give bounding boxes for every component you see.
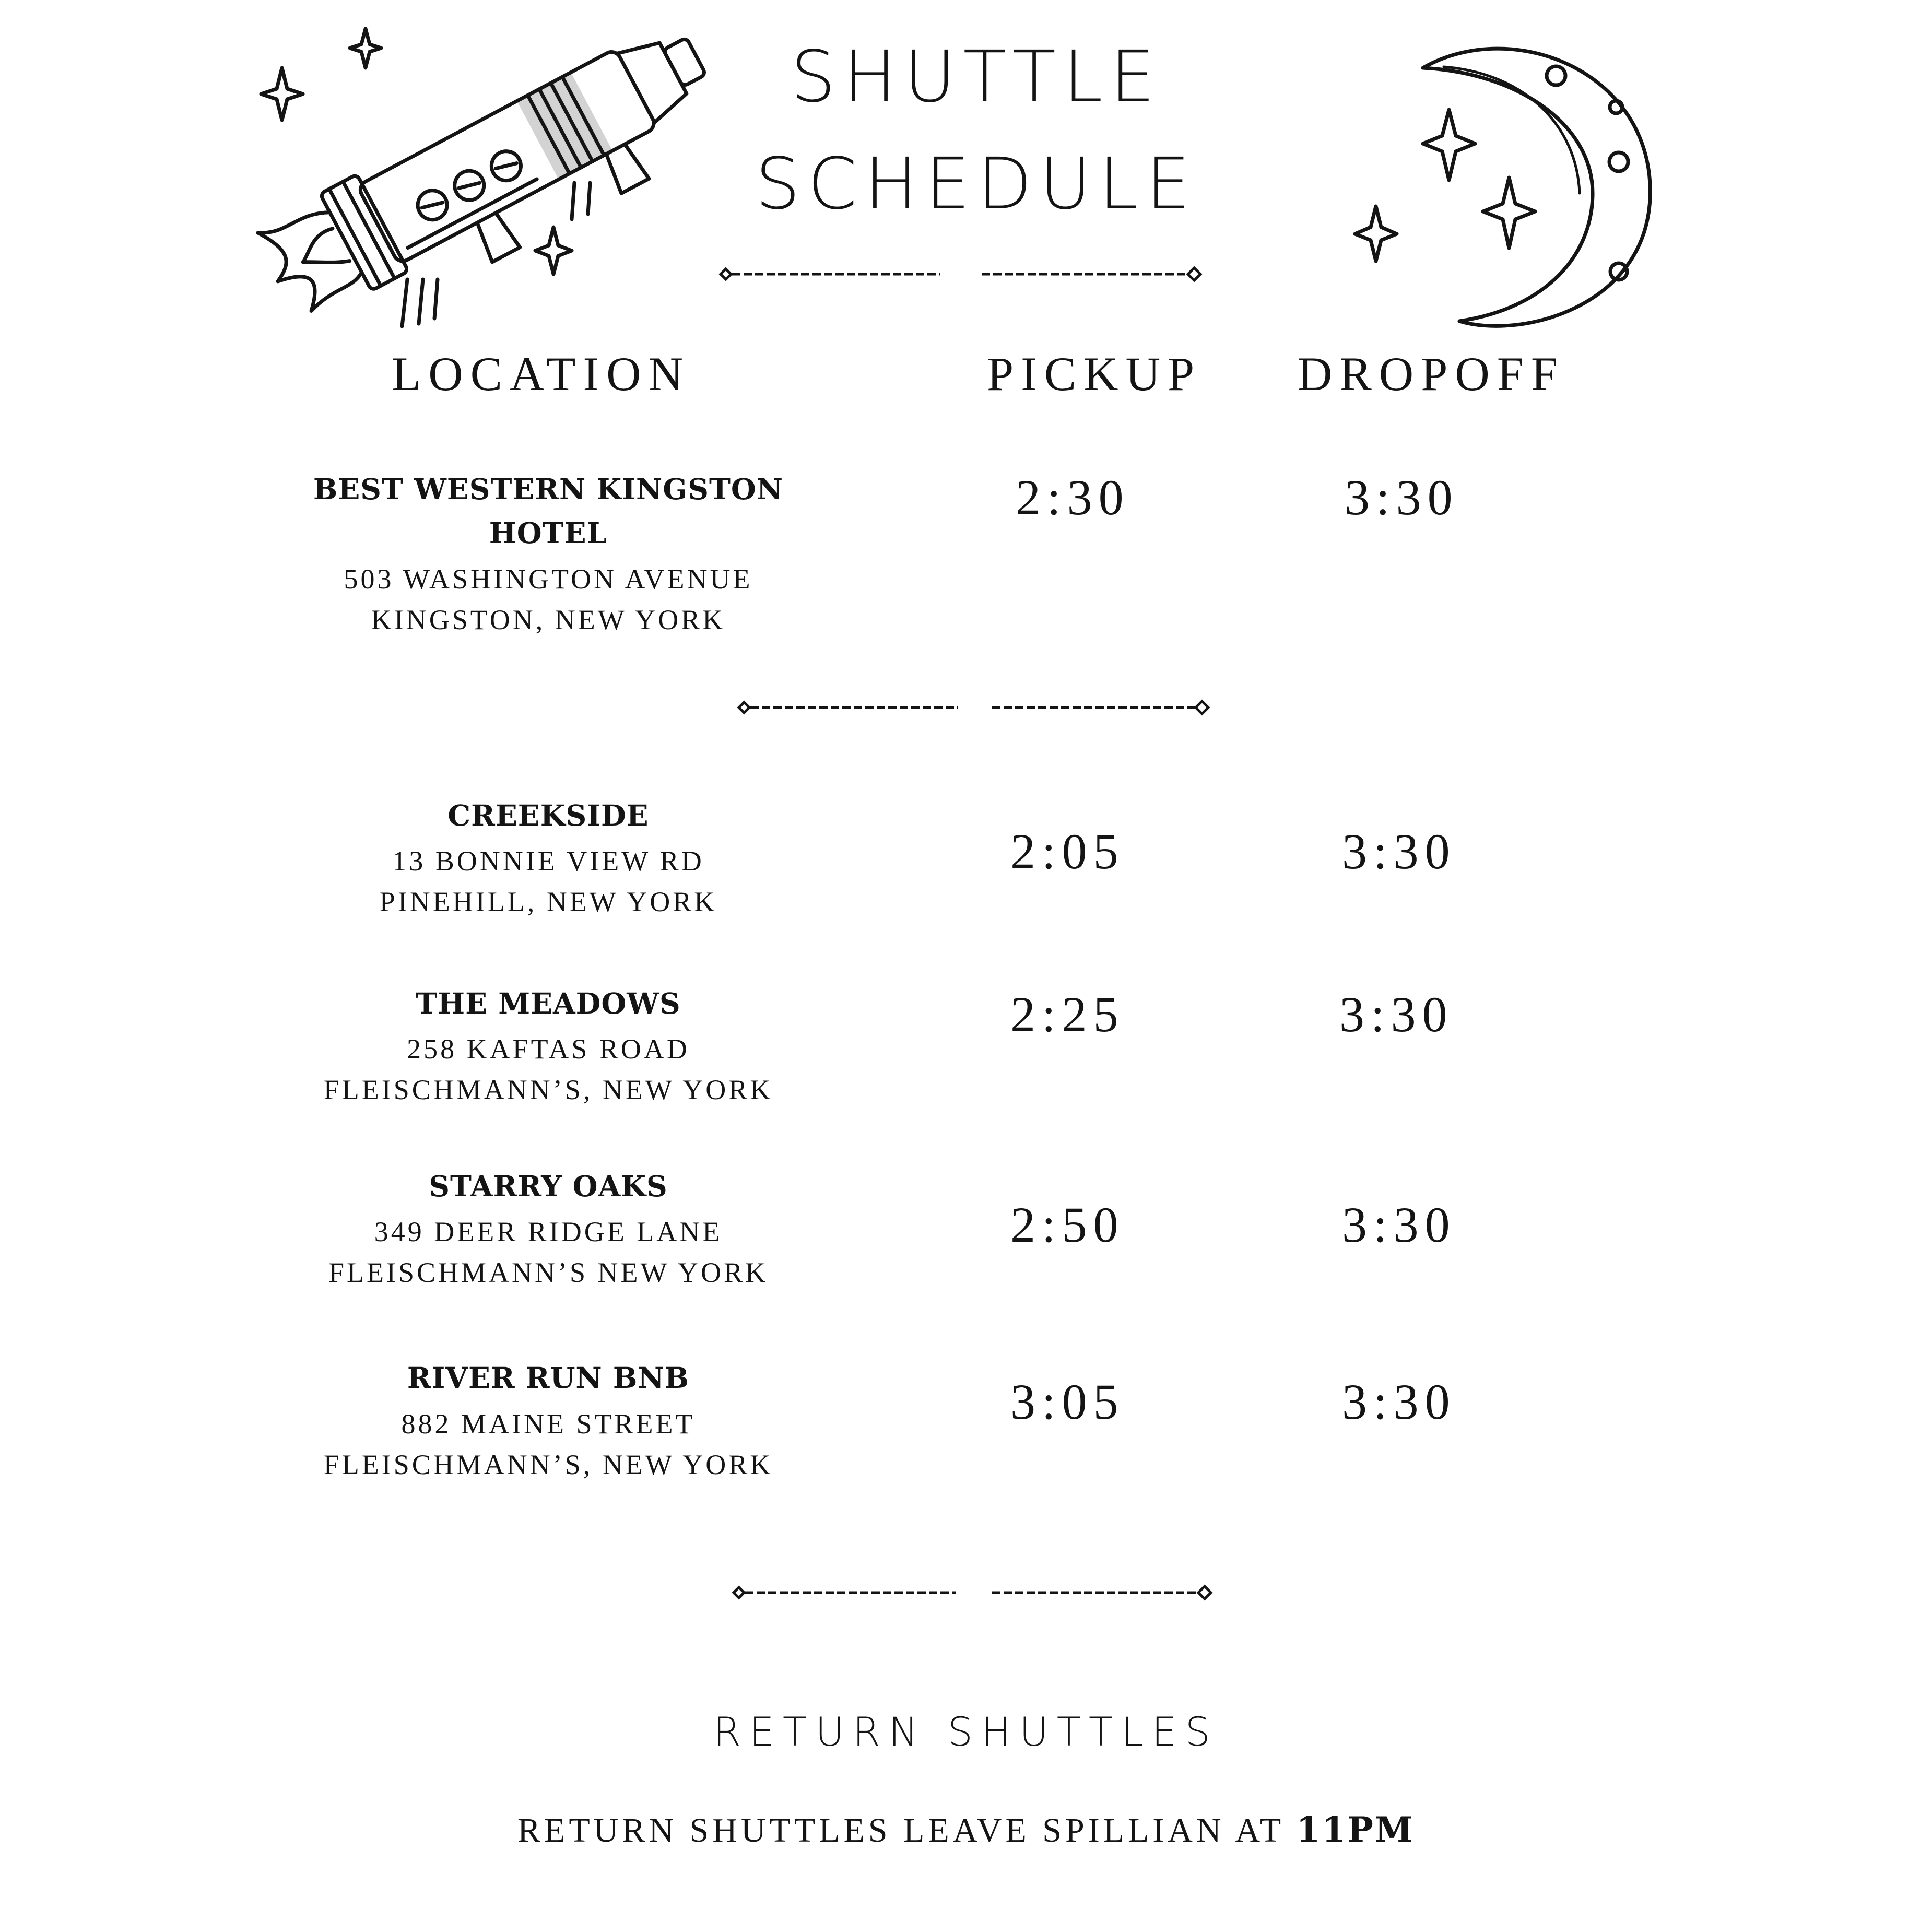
sparkle-star-icon [535, 227, 572, 274]
stop-name-continued: HOTEL [489, 516, 608, 550]
dropoff-time: 3:30 [1342, 1374, 1456, 1430]
pickup-time: 3:05 [1010, 1374, 1125, 1430]
dashed-divider-icon [728, 1582, 1230, 1603]
return-shuttles-note [0, 1809, 1932, 1851]
pickup-time: 2:05 [1010, 823, 1125, 879]
stop-name: BEST WESTERN KINGSTON [313, 472, 784, 506]
column-header-pickup: PICKUP [987, 347, 1202, 400]
stop-address-city: FLEISCHMANN’S NEW YORK [328, 1257, 769, 1288]
dashed-divider-icon [715, 264, 1243, 285]
stop-name: CREEKSIDE [447, 798, 649, 832]
sparkle-star-icon [261, 68, 303, 120]
return-time: 11PM [1296, 1809, 1415, 1850]
stop-name: THE MEADOWS [416, 986, 681, 1020]
sparkle-star-icon [1483, 178, 1535, 248]
stop-address-city: FLEISCHMANN’S, NEW YORK [323, 1074, 773, 1105]
page-title-line-2: SCHEDULE [755, 143, 1198, 226]
rocket-ship-illustration-icon [230, 21, 700, 334]
return-shuttles-heading: RETURN SHUTTLES [713, 1709, 1219, 1755]
stop-name: STARRY OAKS [429, 1169, 668, 1203]
dropoff-time: 3:30 [1339, 986, 1454, 1042]
sparkle-star-icon [350, 29, 381, 68]
dropoff-time: 3:30 [1345, 469, 1459, 525]
sparkle-star-icon [1355, 206, 1397, 261]
stop-address-street: 258 KAFTAS ROAD [407, 1033, 690, 1065]
pickup-time: 2:30 [1016, 469, 1130, 525]
column-header-location: LOCATION [392, 347, 690, 400]
column-header-dropoff: DROPOFF [1298, 347, 1565, 400]
return-note-text: RETURN SHUTTLES LEAVE SPILLIAN AT [517, 1811, 1284, 1849]
sparkle-star-icon [1423, 110, 1475, 180]
dropoff-time: 3:30 [1342, 823, 1456, 879]
stop-address-street: 882 MAINE STREET [401, 1408, 696, 1440]
pickup-time: 2:25 [1010, 986, 1125, 1042]
stop-address-city: PINEHILL, NEW YORK [379, 886, 717, 917]
stop-address-city: KINGSTON, NEW YORK [371, 604, 726, 635]
stop-address-city: FLEISCHMANN’S, NEW YORK [323, 1449, 773, 1480]
dashed-divider-icon [734, 697, 1224, 718]
stop-address-street: 349 DEER RIDGE LANE [374, 1216, 723, 1247]
dropoff-time: 3:30 [1342, 1197, 1456, 1253]
pickup-time: 2:50 [1010, 1197, 1125, 1253]
crescent-moon-stars-illustration-icon [1347, 37, 1687, 339]
stop-address-street: 13 BONNIE VIEW RD [392, 845, 704, 877]
stop-address-street: 503 WASHINGTON AVENUE [344, 563, 753, 595]
stop-name: RIVER RUN BNB [407, 1361, 690, 1395]
page-title-line-1: SHUTTLE [791, 36, 1162, 119]
